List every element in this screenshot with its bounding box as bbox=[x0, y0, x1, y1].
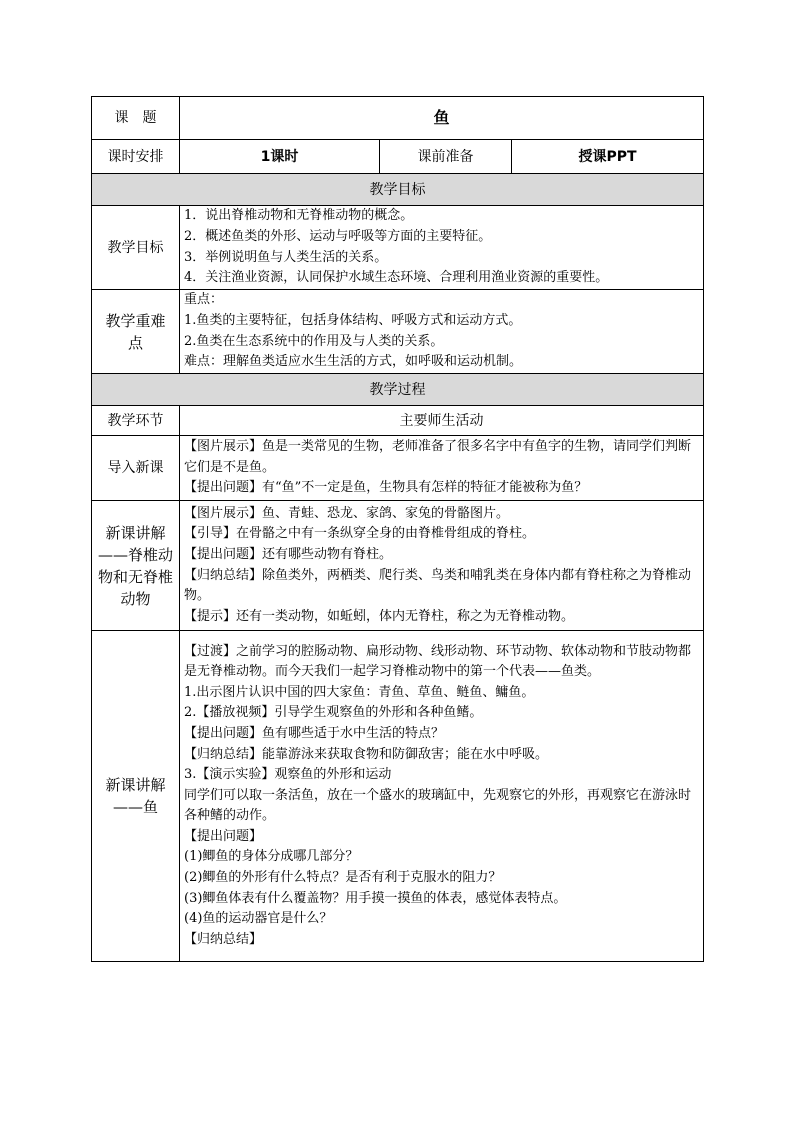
key-point-item: 重点： bbox=[184, 292, 224, 308]
topic-row bbox=[92, 97, 704, 140]
activity-line: 【提出问题】还有哪些动物有脊柱。 bbox=[184, 546, 393, 562]
objectives-section-heading: 教学目标 bbox=[92, 174, 704, 206]
activity-line: 【提示】还有一类动物，如蚯蚓，体内无脊柱，称之为无脊椎动物。 bbox=[184, 608, 575, 624]
stage-label-fish-cell bbox=[92, 631, 180, 962]
process-section-row bbox=[92, 374, 704, 406]
activity-line: 【归纳总结】能靠游泳来获取食物和防御敌害；能在水中呼吸。 bbox=[184, 746, 549, 762]
activity-line: 2.【播放视频】引导学生观察鱼的外形和各种鱼鳍。 bbox=[184, 705, 483, 721]
key-point-item: 难点：理解鱼类适应水生生活的方式，如呼吸和运动机制。 bbox=[184, 354, 523, 370]
activity-line: 1.出示图片认识中国的四大家鱼：青鱼、草鱼、鲢鱼、鳙鱼。 bbox=[184, 684, 535, 700]
objective-item: 1．说出脊椎动物和无脊椎动物的概念。 bbox=[184, 208, 414, 224]
activity-line: 【引导】在骨骼之中有一条纵穿全身的由脊椎骨组成的脊柱。 bbox=[184, 526, 536, 542]
objective-item: 3．举例说明鱼与人类生活的关系。 bbox=[184, 249, 388, 265]
schedule-label: 课时安排 bbox=[92, 140, 180, 174]
process-header-row bbox=[92, 406, 704, 436]
process-section-heading: 教学过程 bbox=[92, 374, 704, 406]
topic-value: 鱼 bbox=[180, 97, 704, 140]
prep-label: 课前准备 bbox=[380, 140, 512, 174]
stage-content-vertebrates bbox=[180, 501, 704, 631]
topic-label: 课 题 bbox=[92, 97, 180, 140]
key-point-item: 1.鱼类的主要特征，包括身体结构、呼吸方式和运动方式。 bbox=[184, 312, 522, 328]
stage-row-intro bbox=[92, 436, 704, 501]
stage-row-vertebrates bbox=[92, 501, 704, 631]
objectives-section-row bbox=[92, 174, 704, 206]
key-points-content bbox=[180, 290, 704, 374]
activity-column-header: 主要师生活动 bbox=[180, 406, 704, 436]
stage-label-vertebrates: 新课讲解——脊椎动物和无脊椎动物 bbox=[97, 523, 173, 608]
objective-item: 2．概述鱼类的外形、运动与呼吸等方面的主要特征。 bbox=[184, 228, 492, 244]
activity-line: 3.【演示实验】观察鱼的外形和运动 bbox=[184, 767, 392, 783]
key-points-label-cell bbox=[92, 290, 180, 374]
objective-item: 4．关注渔业资源，认同保护水域生态环境、合理利用渔业资源的重要性。 bbox=[184, 270, 609, 286]
activity-line: 【提出问题】有“鱼”不一定是鱼，生物具有怎样的特征才能被称为鱼？ bbox=[184, 480, 588, 496]
objectives-label: 教学目标 bbox=[92, 206, 180, 290]
key-points-label: 教学重难点 bbox=[105, 311, 166, 352]
objectives-row bbox=[92, 206, 704, 290]
activity-line: (2)鲫鱼的外形有什么特点？是否有利于克服水的阻力？ bbox=[184, 870, 502, 886]
stage-column-header: 教学环节 bbox=[92, 406, 180, 436]
activity-line: 【提出问题】鱼有哪些适于水中生活的特点？ bbox=[184, 725, 445, 741]
schedule-value: 1课时 bbox=[180, 140, 380, 174]
activity-line: 【过渡】之前学习的腔肠动物、扁形动物、线形动物、环节动物、软体动物和节肢动物都是无脊椎动物。而今天我们一起学习脊椎动物中的第一个代表——鱼类。 bbox=[184, 643, 692, 680]
activity-line: 【图片展示】鱼是一类常见的生物，老师准备了很多名字中有鱼字的生物，请同学们判断它们是不是鱼。 bbox=[184, 439, 692, 475]
lesson-plan-table bbox=[91, 96, 704, 962]
stage-content-intro bbox=[180, 436, 704, 501]
stage-label-intro: 导入新课 bbox=[92, 436, 180, 501]
stage-row-fish bbox=[92, 631, 704, 962]
activity-line: 【图片展示】鱼、青蛙、恐龙、家鸽、家兔的骨骼图片。 bbox=[184, 505, 510, 521]
prep-value: 授课PPT bbox=[512, 140, 704, 174]
stage-label-fish: 新课讲解——鱼 bbox=[105, 776, 166, 816]
objectives-content bbox=[180, 206, 704, 290]
key-point-item: 2.鱼类在生态系统中的作用及与人类的关系。 bbox=[184, 333, 444, 349]
activity-line: 【提出问题】 bbox=[184, 828, 263, 844]
activity-line: 同学们可以取一条活鱼，放在一个盛水的玻璃缸中，先观察它的外形，再观察它在游泳时各种鳍的动作。 bbox=[184, 787, 692, 824]
activity-line: (1)鲫鱼的身体分成哪几部分？ bbox=[184, 849, 359, 865]
stage-content-fish bbox=[180, 631, 704, 962]
stage-label-vertebrates-cell bbox=[92, 501, 180, 631]
schedule-row bbox=[92, 140, 704, 174]
activity-line: (3)鲫鱼体表有什么覆盖物？用手摸一摸鱼的体表，感觉体表特点。 bbox=[184, 890, 567, 906]
key-points-row bbox=[92, 290, 704, 374]
activity-line: 【归纳总结】除鱼类外，两栖类、爬行类、鸟类和哺乳类在身体内都有脊柱称之为脊椎动物。 bbox=[184, 567, 692, 604]
activity-line: 【归纳总结】 bbox=[184, 931, 263, 947]
activity-line: (4)鱼的运动器官是什么？ bbox=[184, 911, 333, 927]
